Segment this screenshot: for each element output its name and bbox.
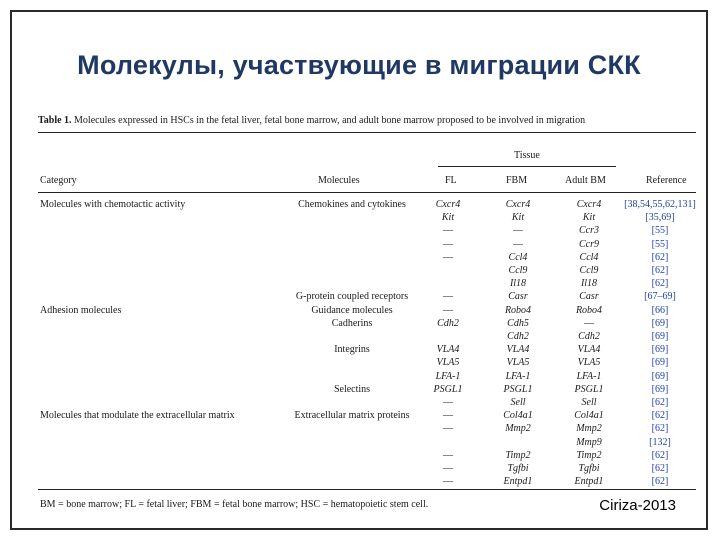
cell-adult-bm: Ccr9 <box>579 238 599 250</box>
cell-adult-bm: Tgfbi <box>578 463 600 474</box>
attribution: Ciriza-2013 <box>599 497 676 514</box>
cell-fbm: Cdh2 <box>507 331 529 342</box>
cell-adult-bm: Cdh2 <box>578 331 600 342</box>
tissue-rule <box>438 166 616 167</box>
cell-fbm: Cdh5 <box>507 317 529 329</box>
cell-fl: — <box>443 410 453 422</box>
col-fbm: FBM <box>506 175 528 186</box>
cell-molecule: Cadherins <box>331 317 373 329</box>
cell-fbm: Robo4 <box>504 304 532 316</box>
col-adult-bm: Adult BM <box>565 175 606 186</box>
cell-fl: PSGL1 <box>433 383 463 395</box>
cell-fbm: Kit <box>511 212 525 224</box>
table-figure <box>38 115 696 515</box>
cell-adult-bm: VLA5 <box>577 357 601 369</box>
header-rule <box>38 192 696 193</box>
cell-fl: LFA-1 <box>435 370 461 382</box>
cell-reference: [62] <box>651 265 669 276</box>
cell-reference: [67–69] <box>644 291 676 303</box>
cell-adult-bm: Entpd1 <box>574 476 604 488</box>
cell-fbm: Sell <box>510 397 526 408</box>
cell-category: Molecules with chemotactic activity <box>40 199 186 210</box>
cell-adult-bm: LFA-1 <box>576 370 602 382</box>
cell-fbm: Entpd1 <box>503 476 533 488</box>
cell-fl: — <box>443 423 453 435</box>
cell-reference: [55] <box>651 225 669 237</box>
cell-fl: VLA5 <box>436 357 460 369</box>
cell-fl: Cdh2 <box>437 317 459 329</box>
tissue-header: Tissue <box>514 150 540 161</box>
cell-reference: [62] <box>651 251 669 263</box>
cell-fbm: Ccl9 <box>508 265 528 276</box>
col-fl: FL <box>445 175 457 186</box>
cell-reference: [69] <box>651 357 669 369</box>
cell-fl: Kit <box>441 212 455 224</box>
cell-molecule: Chemokines and cytokines <box>298 199 406 210</box>
cell-reference: [69] <box>651 317 669 329</box>
cell-molecule: Extracellular matrix proteins <box>294 410 410 422</box>
cell-reference: [69] <box>651 383 669 395</box>
bottom-rule <box>38 489 696 490</box>
cell-fl: — <box>443 225 453 237</box>
cell-reference: [62] <box>651 449 669 461</box>
cell-adult-bm: — <box>584 317 594 329</box>
cell-fbm: Casr <box>508 291 528 303</box>
cell-reference: [69] <box>651 344 669 356</box>
col-category: Category <box>40 175 77 186</box>
cell-reference: [62] <box>651 278 669 290</box>
top-rule <box>38 132 696 133</box>
cell-fbm: Ccl4 <box>508 251 528 263</box>
cell-adult-bm: Cxcr4 <box>576 199 602 210</box>
col-reference: Reference <box>646 175 687 186</box>
cell-reference: [38,54,55,62,131] <box>624 199 696 210</box>
cell-adult-bm: VLA4 <box>577 344 601 356</box>
table-caption-label: Table 1. <box>38 115 72 126</box>
cell-fl: — <box>443 291 453 303</box>
cell-adult-bm: Timp2 <box>576 449 602 461</box>
cell-reference: [69] <box>651 370 669 382</box>
cell-adult-bm: Kit <box>582 212 596 224</box>
cell-category: Adhesion molecules <box>40 304 122 316</box>
cell-fbm: Tgfbi <box>507 463 529 474</box>
cell-reference: [132] <box>649 436 671 448</box>
table-footnote: BM = bone marrow; FL = fetal liver; FBM = fetal bone marrow; HSC = hematopoietic stem cell. <box>40 499 429 510</box>
cell-adult-bm: Il18 <box>580 278 598 290</box>
cell-fbm: Il18 <box>509 278 527 290</box>
cell-fl: VLA4 <box>436 344 460 356</box>
cell-fl: — <box>443 251 453 263</box>
cell-reference: [55] <box>651 238 669 250</box>
cell-adult-bm: Col4a1 <box>574 410 604 422</box>
cell-adult-bm: Mmp9 <box>576 436 602 448</box>
cell-reference: [69] <box>651 331 669 342</box>
cell-fl: — <box>443 463 453 474</box>
cell-fbm: VLA5 <box>506 357 530 369</box>
cell-adult-bm: Ccl4 <box>579 251 599 263</box>
cell-fbm: PSGL1 <box>503 383 533 395</box>
col-molecules: Molecules <box>318 175 360 186</box>
cell-fl: — <box>443 449 453 461</box>
cell-reference: [62] <box>651 476 669 488</box>
table-caption-text: Molecules expressed in HSCs in the fetal liver, fetal bone marrow, and adult bone marrow proposed to be involved in migration <box>74 115 586 126</box>
cell-fl: — <box>443 304 453 316</box>
cell-fbm: LFA-1 <box>505 370 531 382</box>
cell-adult-bm: Ccr3 <box>579 225 599 237</box>
cell-adult-bm: Sell <box>581 397 597 408</box>
cell-adult-bm: Robo4 <box>575 304 603 316</box>
cell-molecule: Guidance molecules <box>311 304 393 316</box>
cell-fbm: Timp2 <box>505 449 531 461</box>
table-caption <box>38 115 696 127</box>
cell-category: Molecules that modulate the extracellular matrix <box>40 410 235 422</box>
cell-fl: — <box>443 397 453 408</box>
cell-fbm: — <box>513 225 523 237</box>
cell-fbm: VLA4 <box>506 344 530 356</box>
slide-title: Молекулы, участвующие в миграции СКК <box>77 50 641 80</box>
cell-molecule: Integrins <box>334 344 370 356</box>
cell-fbm: Col4a1 <box>503 410 533 422</box>
cell-adult-bm: Casr <box>579 291 599 303</box>
cell-reference: [62] <box>651 410 669 422</box>
cell-molecule: Selectins <box>333 383 371 395</box>
cell-fl: Cxcr4 <box>435 199 461 210</box>
cell-adult-bm: Ccl9 <box>579 265 599 276</box>
cell-reference: [62] <box>651 397 669 408</box>
cell-reference: [66] <box>651 304 669 316</box>
cell-fl: — <box>443 238 453 250</box>
cell-adult-bm: PSGL1 <box>574 383 604 395</box>
cell-fbm: — <box>513 238 523 250</box>
slide <box>10 10 708 530</box>
cell-reference: [62] <box>651 463 669 474</box>
cell-molecule: G-protein coupled receptors <box>295 291 409 303</box>
cell-fbm: Cxcr4 <box>505 199 531 210</box>
cell-reference: [62] <box>651 423 669 435</box>
cell-fbm: Mmp2 <box>505 423 531 435</box>
cell-adult-bm: Mmp2 <box>576 423 602 435</box>
cell-fl: — <box>443 476 453 488</box>
cell-reference: [35,69] <box>645 212 675 224</box>
